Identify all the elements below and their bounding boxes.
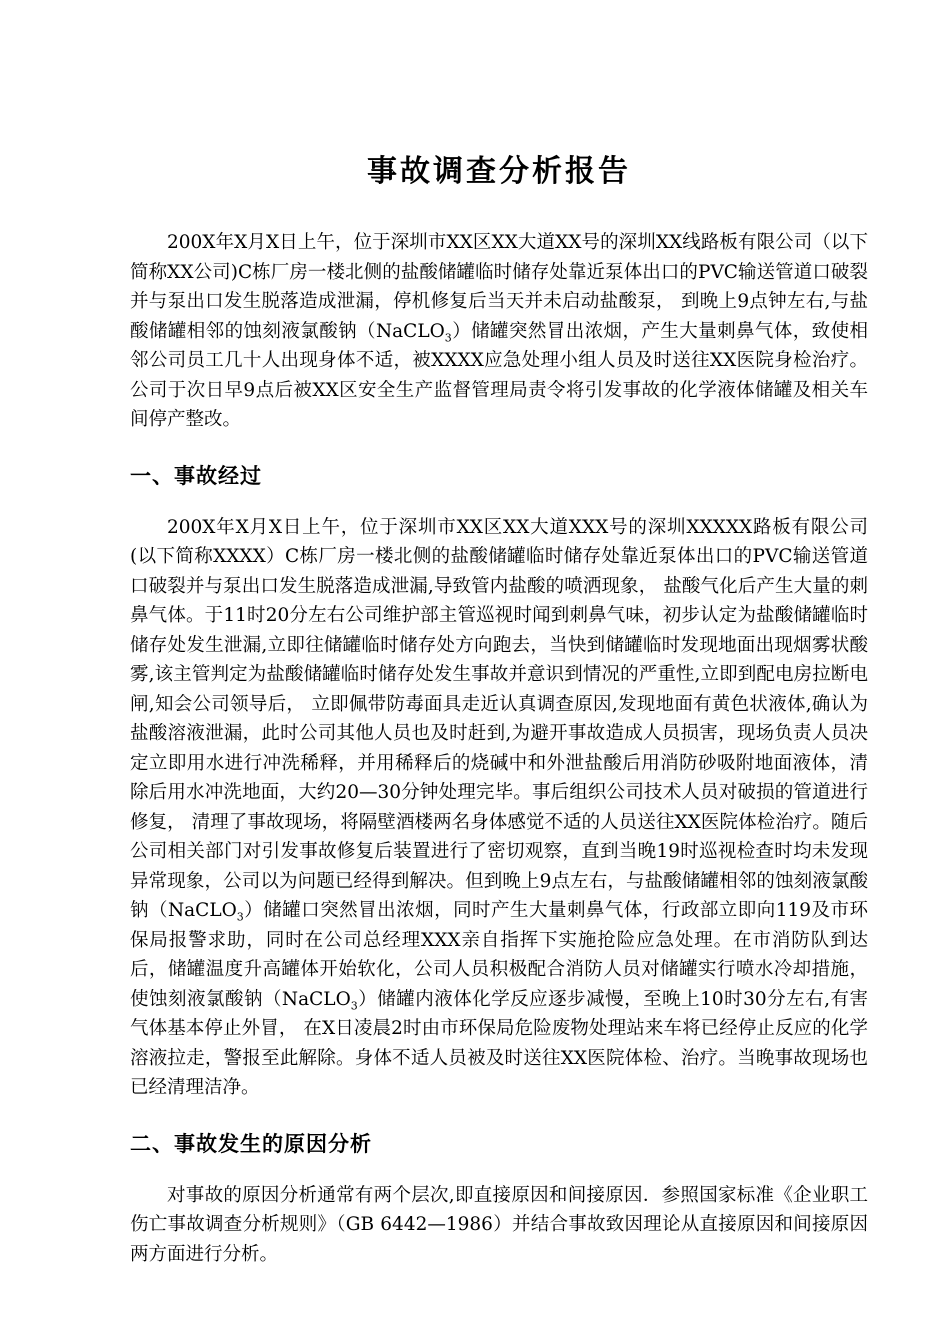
document-page	[130, 150, 868, 1269]
document-title: 事故调查分析报告	[367, 154, 631, 189]
intro-subscript: 3	[444, 331, 452, 345]
process-subscript-2: 3	[350, 999, 358, 1013]
process-text-2: ）储罐口突然冒出浓烟，同时产生大量刺鼻气体，行政部立即向119及市环保局报警求助，同时在公司总经理XXX亲自指挥下实施抢险应急处理。在市消防队到达后，储罐温度升高罐体开始软化，公司人员积极配合消防人员对储罐实行喷水冷却措施，使蚀刻液氯酸钠（NaCLO	[130, 900, 868, 1010]
section-heading-cause-analysis: 二、事故发生的原因分析	[130, 1130, 372, 1156]
process-text-1: 200X年X月X日上午，位于深圳市XX区XX大道XXX号的深圳XXXXX路板有限公司(以下简称XXXX）C栋厂房一楼北侧的盐酸储罐临时储存处靠近泵体出口的PVC输送管道口破裂并与泵出口发生脱落造成泄漏,导致管内盐酸的喷洒现象， 盐酸气化后产生大量的刺鼻气体。于11时20分左右公司维护部主管巡视时闻到刺鼻气味，初步认定为盐酸储罐临时储存处发生泄漏,立即往储罐临时储存处方向跑去，当快到储罐临时发现地面出现烟雾状酸雾,该主管判定为盐酸储罐临时储存处发生事故并意识到情况的严重性,立即到配电房拉断电闸,知会公司领导后， 立即佩带防毒面具走近认真调查原因,发现地面有黄色状液体,确认为盐酸溶液泄漏，此时公司其他人员也及时赶到,为避开事故造成人员损害，现场负责人员决定立即用水进行冲洗稀释，并用稀释后的烧碱中和外泄盐酸后用消防砂吸附地面液体，清除后用水冲洗地面，大约20—30分钟处理完毕。事后组织公司技术人员对破损的管道进行修复， 清理了事故现场，将隔壁酒楼两名身体感觉不适的人员送往XX医院体检治疗。随后公司相关部门对引发事故修复后装置进行了密切观察，直到当晚19时巡视检查时均未发现异常现象，公司以为问题已经得到解决。但到晚上9点左右，与盐酸储罐相邻的蚀刻液氯酸钠（NaCLO	[130, 516, 868, 921]
accident-process-paragraph	[130, 513, 868, 1103]
section-heading-accident-process: 一、事故经过	[130, 462, 262, 488]
cause-text-1: 对事故的原因分析通常有两个层次,即直接原因和间接原因．参照国家标准《企业职工伤亡事故调查分析规则》（GB 6442—1986）并结合事故致因理论从直接原因和间接原因两方面进行分析。	[130, 1184, 868, 1265]
intro-text-2: ）储罐突然冒出浓烟，产生大量刺鼻气体，致使相邻公司员工几十人出现身体不适，被XXXX应急处理小组人员及时送往XX医院身检治疗。公司于次日早9点后被XX区安全生产监督管理局责令将引发事故的化学液体储罐及相关车间停产整改。	[130, 320, 868, 430]
process-text-3: ）储罐内液体化学反应逐步减慢，至晚上10时30分左右,有害气体基本停止外冒， 在X日凌晨2时由市环保局危险废物处理站来车将已经停止反应的化学溶液拉走，警报至此解除。身体不适人员被及时送往XX医院体检、治疗。当晚事故现场也已经清理洁净。	[130, 988, 869, 1098]
intro-paragraph	[130, 228, 868, 435]
intro-text-1: 200X年X月X日上午，位于深圳市XX区XX大道XX号的深圳XX线路板有限公司（以下简称XX公司)C栋厂房一楼北侧的盐酸储罐临时储存处靠近泵体出口的PVC输送管道口破裂并与泵出口发生脱落造成泄漏，停机修复后当天并未启动盐酸泵， 到晚上9点钟左右,与盐酸储罐相邻的蚀刻液氯酸钠（NaCLO	[130, 232, 868, 342]
process-subscript-1: 3	[236, 910, 244, 924]
cause-analysis-paragraph	[130, 1181, 868, 1270]
